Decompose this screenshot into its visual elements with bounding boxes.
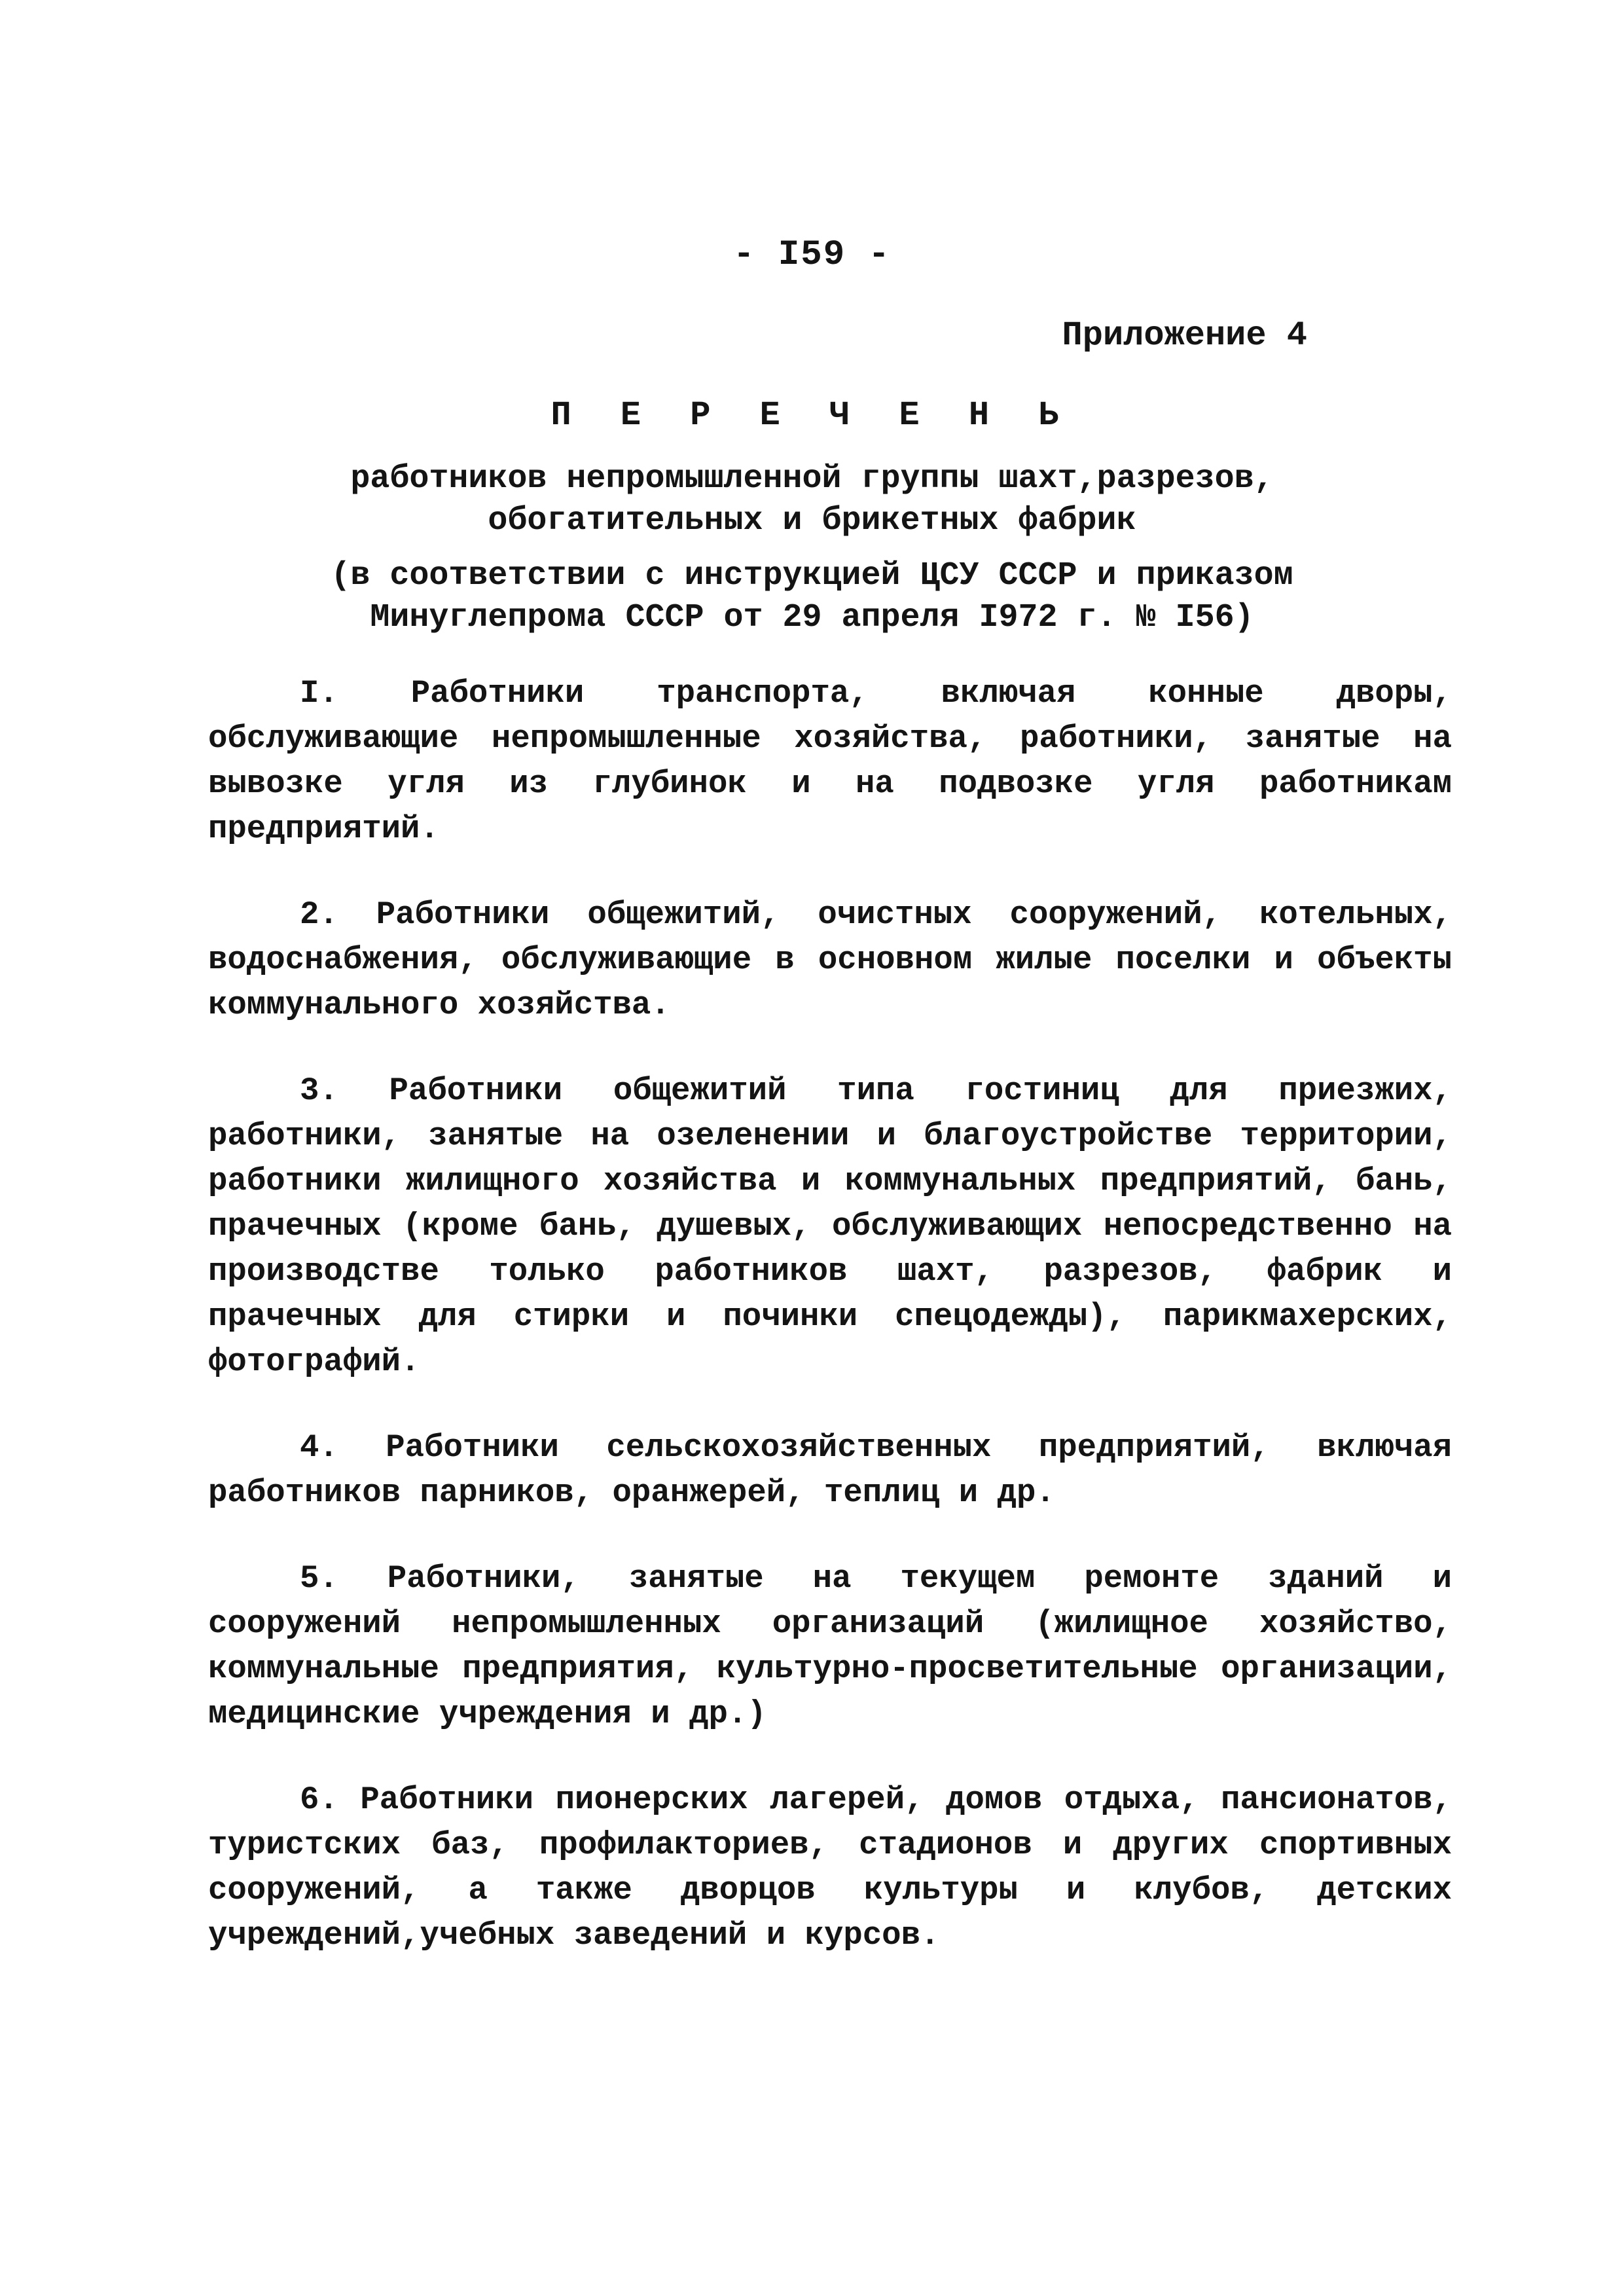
document-subtitle (0, 458, 1624, 542)
reference-line: Минуглепрома СССР от 29 апреля I972 г. № I56) (370, 599, 1254, 636)
subtitle-line: обогатительных и брикетных фабрик (488, 502, 1136, 539)
page-number: - I59 - (733, 235, 891, 275)
list-item-6: 6. Работники пионерских лагерей, домов отдыха, пансионатов, туристских баз, профилакториев, стадионов и других спортивных сооружений, а также дворцов культуры и клубов, детских учреждений,учебных заведений и курсов. (208, 1781, 1452, 1954)
list-item-2: 2. Работники общежитий, очистных сооружений, котельных, водоснабжения, обслуживающие в основном жилые поселки и объекты коммунального хозяйства. (208, 896, 1452, 1023)
legal-reference (0, 555, 1624, 639)
appendix-label: Приложение 4 (1062, 316, 1307, 355)
list-item-4: 4. Работники сельскохозяйственных предприятий, включая работников парников, оранжерей, теплиц и др. (208, 1429, 1452, 1511)
list-item-3: 3. Работники общежитий типа гостиниц для приезжих, работники, занятые на озеленении и благоустройстве территории, работники жилищного хозяйства и коммунальных предприятий, бань, прачечных (кроме бань, душевых, обслуживающих непосредственно на производстве только работников шахт, разрезов, фабрик и прачечных для стирки и починки спецодежды), парикмахерских, фотографий. (208, 1072, 1452, 1380)
reference-line: (в соответствии с инструкцией ЦСУ СССР и приказом (331, 557, 1293, 594)
list-item-5: 5. Работники, занятые на текущем ремонте зданий и сооружений непромышленных организаций (жилищное хозяйство, коммунальные предприятия, культурно-просветительные организации, медицинские учреждения и др.) (208, 1560, 1452, 1732)
worker-category-list (208, 671, 1452, 1999)
subtitle-line: работников непромышленной группы шахт,разрезов, (350, 460, 1274, 498)
document-title: П Е Р Е Ч Е Н Ь (550, 396, 1074, 435)
list-item-1: I. Работники транспорта, включая конные дворы, обслуживающие непромышленные хозяйства, работники, занятые на вывозке угля из глубинок и на подвозке угля работникам предприятий. (208, 675, 1452, 847)
